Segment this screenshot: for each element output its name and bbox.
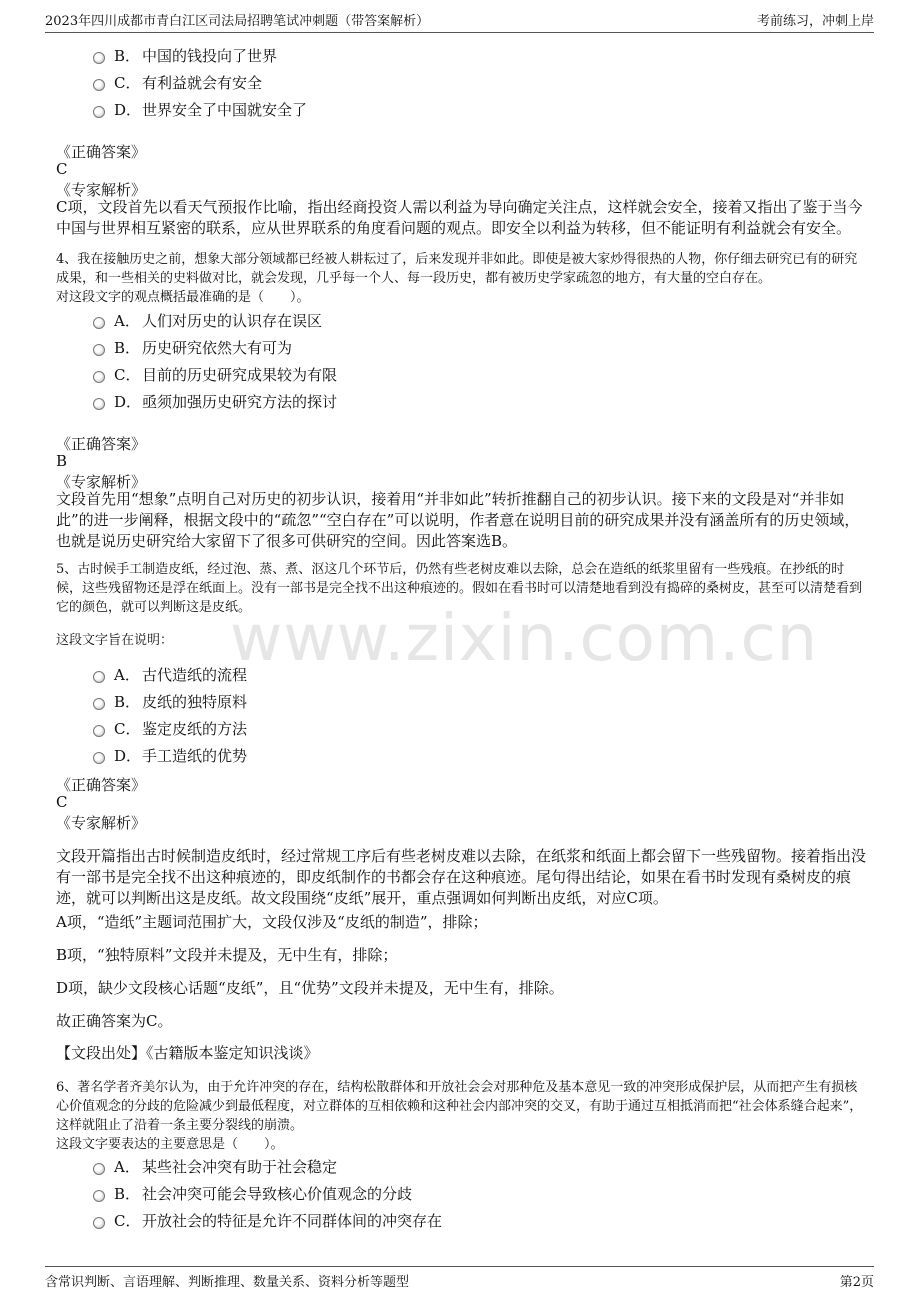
q5-analysis-label: 《专家解析》 [56,814,147,832]
q4-option-b[interactable] [93,337,292,357]
option-letter: C． [114,365,141,384]
q5-question: 这段文字旨在说明： [56,633,174,648]
q3-analysis-label: 《专家解析》 [56,181,147,199]
option-letter: B． [114,692,141,711]
q4-option-d[interactable] [93,391,337,411]
option-letter: A． [114,311,140,330]
option-letter: B． [114,46,141,65]
q4-option-c[interactable] [93,364,337,384]
option-text: 鉴定皮纸的方法 [142,719,248,738]
option-text: 手工造纸的优势 [142,746,248,765]
option-letter: B． [114,1184,141,1203]
q3-answer: C [56,160,68,178]
option-text: 历史研究依然大有可为 [142,338,293,357]
option-letter: A． [114,1157,140,1176]
q4-question: 对这段文字的观点概括最准确的是（ ）。 [56,290,310,305]
q4-answer-label: 《正确答案》 [56,435,147,453]
q3-option-c[interactable] [93,72,262,92]
radio-icon[interactable] [93,1190,105,1202]
page-number: 第2页 [839,1275,874,1290]
q4-analysis: 文段首先用“想象”点明自己对历史的初步认识，接着用“并非如此”转折推翻自己的初步认识。接下来的文段是对“并非如此”的进一步阐释，根据文段中的“疏忽”“空白存在”可以说明，作者意在说明目前的研究成果并没有涵盖所有的历史领域，也就是说历史研究给大家留下了很多可供研究的空间。因此答案选B。 [56,490,860,550]
option-letter: D． [114,100,142,119]
radio-icon[interactable] [93,1163,105,1175]
option-letter: C． [114,719,141,738]
watermark: www.zixin.com.cn [230,602,819,676]
q5-stem: 5、古时候手工制造皮纸，经过泡、蒸、煮、沤这几个环节后，仍然有些老树皮难以去除，总会在造纸的纸浆里留有一些残痕。在抄纸的时候，这些残留物还是浮在纸面上。没有一部书是完全找不出这种痕迹的。假如在看书时可以清楚地看到没有捣碎的桑树皮，甚至可以清楚看到它的颜色，就可以判断这是皮纸。 [56,562,863,615]
option-text: 皮纸的独特原料 [142,692,248,711]
option-text: 某些社会冲突有助于社会稳定 [142,1157,338,1176]
q4-answer: B [56,452,68,470]
radio-icon[interactable] [93,698,105,710]
q5-exclude-d: D项，缺少文段核心话题“皮纸”，且“优势”文段并未提及，无中生有，排除。 [56,979,564,997]
radio-icon[interactable] [93,344,105,356]
q6-option-b[interactable] [93,1183,412,1203]
q6-option-c[interactable] [93,1210,442,1230]
radio-icon[interactable] [93,106,105,118]
q5-answer-label: 《正确答案》 [56,776,147,794]
q5-option-c[interactable] [93,718,247,738]
footer-categories: 含常识判断、言语理解、判断推理、数量关系、资料分析等题型 [45,1275,410,1290]
q3-option-d[interactable] [93,99,307,119]
radio-icon[interactable] [93,1217,105,1229]
option-text: 世界安全了中国就安全了 [142,100,308,119]
option-text: 亟须加强历史研究方法的探讨 [142,392,338,411]
option-text: 有利益就会有安全 [142,73,263,92]
q5-exclude-a: A项，“造纸”主题词范围扩大，文段仅涉及“皮纸的制造”，排除； [56,913,488,931]
q5-option-a[interactable] [93,664,247,684]
radio-icon[interactable] [93,317,105,329]
header-slogan: 考前练习，冲刺上岸 [756,14,874,29]
option-letter: B． [114,338,141,357]
q3-analysis: C项，文段首先以看天气预报作比喻，指出经商投资人需以利益为导向确定关注点，这样就会安全，接着又指出了鉴于当今中国与世界相互紧密的联系，应从世界联系的角度看问题的观点。即安全以利益为转移，但不能证明有利益就会有安全。 [56,198,863,237]
radio-icon[interactable] [93,371,105,383]
footer-divider [45,1266,874,1267]
q4-analysis-label: 《专家解析》 [56,473,147,491]
header-divider [45,32,874,33]
q5-option-b[interactable] [93,691,247,711]
header-title: 2023年四川成都市青白江区司法局招聘笔试冲刺题（带答案解析） [45,14,430,29]
option-letter: C． [114,1211,141,1230]
q4-option-a[interactable] [93,310,322,330]
q4-stem: 4、我在接触历史之前，想象大部分领域都已经被人耕耘过了，后来发现并非如此。即使是被大家炒得很热的人物，你仔细去研究已有的研究成果，和一些相关的史料做对比，就会发现，几乎每一个人、每一段历史，都有被历史学家疏忽的地方，有大量的空白存在。 [56,252,858,286]
q5-source: 【文段出处】《古籍版本鉴定知识浅谈》 [56,1044,319,1062]
radio-icon[interactable] [93,671,105,683]
option-letter: A． [114,665,140,684]
q3-answer-label: 《正确答案》 [56,143,147,161]
q5-exclude-b: B项，“独特原料”文段并未提及，无中生有，排除； [56,946,398,964]
q6-stem: 6、著名学者齐美尔认为，由于允许冲突的存在，结构松散群体和开放社会会对那种危及基本意见一致的冲突形成保护层，从而把产生有损核心价值观念的分歧的危险减少到最低程度，对立群体的互相依赖和这种社会内部冲突的交叉，有助于通过互相抵消而把“社会体系缝合起来”，这样就阻止了沿着一条主要分裂线的崩溃。 [56,1080,863,1133]
radio-icon[interactable] [93,725,105,737]
radio-icon[interactable] [93,79,105,91]
radio-icon[interactable] [93,398,105,410]
q3-option-b[interactable] [93,45,277,65]
option-letter: D． [114,746,142,765]
q6-question: 这段文字要表达的主要意思是（ ）。 [56,1137,284,1152]
option-letter: D． [114,392,142,411]
option-text: 人们对历史的认识存在误区 [142,311,323,330]
q5-option-d[interactable] [93,745,247,765]
q6-option-a[interactable] [93,1156,337,1176]
radio-icon[interactable] [93,52,105,64]
option-text: 社会冲突可能会导致核心价值观念的分歧 [142,1184,413,1203]
option-text: 古代造纸的流程 [142,665,248,684]
q5-answer: C [56,793,68,811]
option-text: 目前的历史研究成果较为有限 [142,365,338,384]
q5-conclusion: 故正确答案为C。 [56,1012,173,1030]
q5-analysis: 文段开篇指出古时候制造皮纸时，经过常规工序后有些老树皮难以去除，在纸浆和纸面上都会留下一些残留物。接着指出没有一部书是完全找不出这种痕迹的，即皮纸制作的书都会存在这种痕迹。尾句得出结论，如果在看书时发现有桑树皮的痕迹，就可以判断出这是皮纸。故文段围绕“皮纸”展开，重点强调如何判断出皮纸，对应C项。 [56,847,867,907]
radio-icon[interactable] [93,752,105,764]
option-letter: C． [114,73,141,92]
option-text: 开放社会的特征是允许不同群体间的冲突存在 [142,1211,443,1230]
option-text: 中国的钱投向了世界 [142,46,278,65]
